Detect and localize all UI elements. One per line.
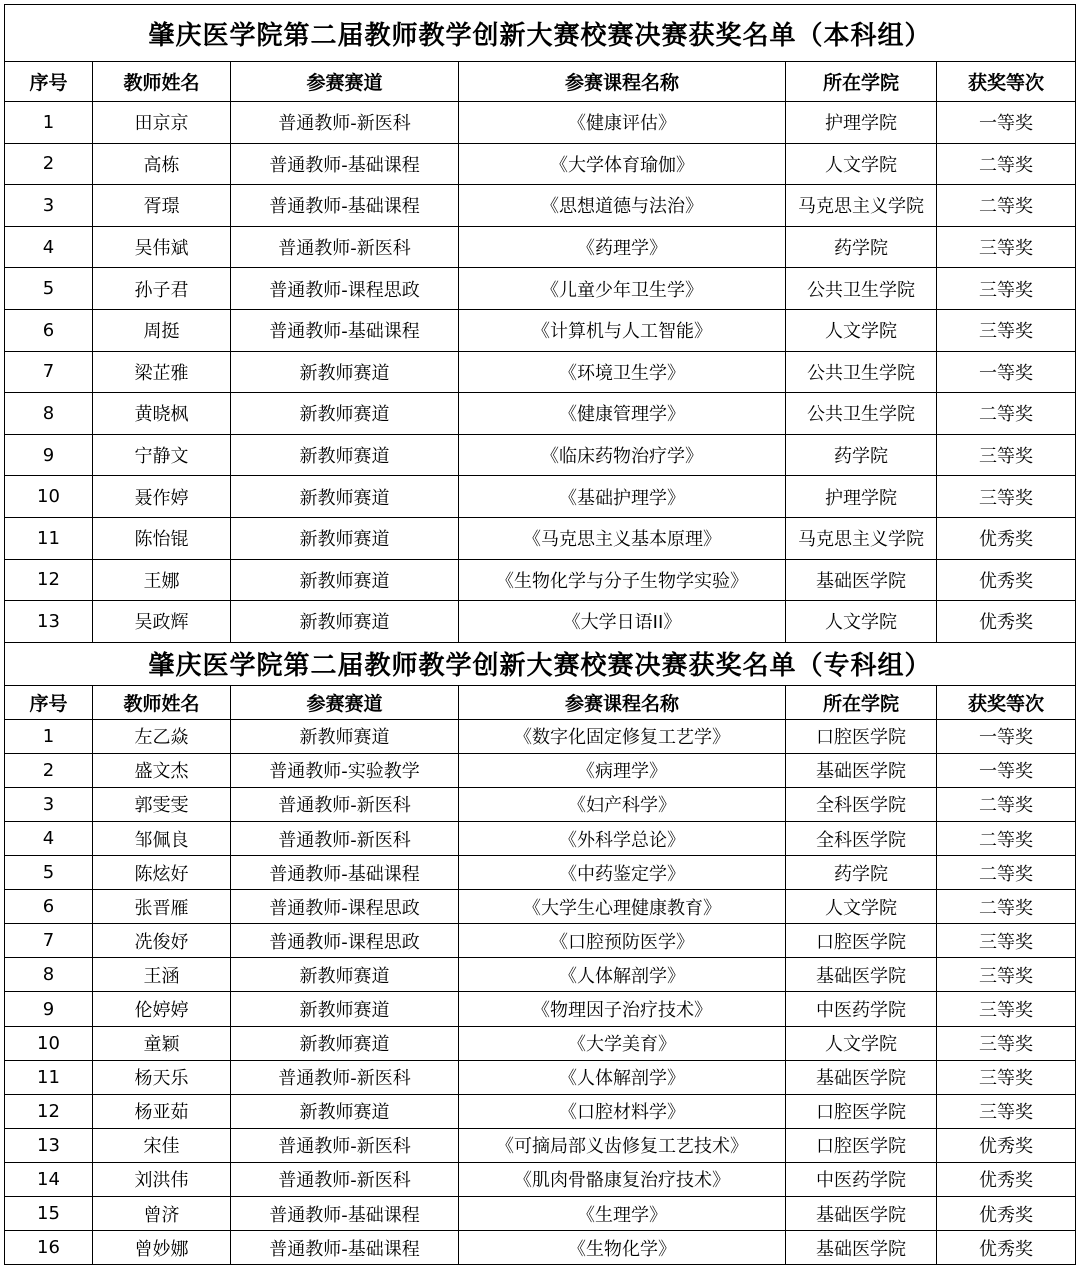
cell-teacher-name: 冼俊妤 [93, 924, 231, 958]
header-row [5, 685, 1076, 719]
cell-index: 11 [5, 1060, 93, 1094]
cell-award-level: 二等奖 [937, 822, 1076, 856]
cell-index: 8 [5, 958, 93, 992]
cell-course-name: 《健康管理学》 [459, 393, 786, 435]
cell-track: 新教师赛道 [231, 958, 459, 992]
cell-teacher-name: 左乙焱 [93, 719, 231, 753]
table-row [5, 102, 1076, 144]
cell-teacher-name: 孙子君 [93, 268, 231, 310]
cell-index: 16 [5, 1231, 93, 1265]
cell-teacher-name: 胥璟 [93, 185, 231, 227]
cell-teacher-name: 王涵 [93, 958, 231, 992]
cell-course-name: 《思想道德与法治》 [459, 185, 786, 227]
cell-course-name: 《大学日语II》 [459, 601, 786, 643]
cell-index: 13 [5, 1128, 93, 1162]
header-course-name: 参赛课程名称 [459, 685, 786, 719]
cell-track: 新教师赛道 [231, 559, 459, 601]
cell-track: 普通教师-新医科 [231, 226, 459, 268]
header-college: 所在学院 [786, 62, 937, 102]
cell-course-name: 《数字化固定修复工艺学》 [459, 719, 786, 753]
cell-award-level: 二等奖 [937, 185, 1076, 227]
cell-teacher-name: 高栋 [93, 143, 231, 185]
table-row [5, 1094, 1076, 1128]
cell-course-name: 《大学美育》 [459, 1026, 786, 1060]
table-row [5, 958, 1076, 992]
table-row [5, 890, 1076, 924]
cell-college: 口腔医学院 [786, 1094, 937, 1128]
table-row [5, 143, 1076, 185]
cell-teacher-name: 田京京 [93, 102, 231, 144]
cell-index: 7 [5, 351, 93, 393]
cell-award-level: 二等奖 [937, 393, 1076, 435]
table-row [5, 601, 1076, 643]
cell-course-name: 《口腔材料学》 [459, 1094, 786, 1128]
table-row [5, 856, 1076, 890]
cell-track: 新教师赛道 [231, 351, 459, 393]
cell-index: 13 [5, 601, 93, 643]
cell-college: 人文学院 [786, 890, 937, 924]
cell-award-level: 优秀奖 [937, 1231, 1076, 1265]
header-row [5, 62, 1076, 102]
cell-teacher-name: 邹佩良 [93, 822, 231, 856]
table-row [5, 753, 1076, 787]
table-row [5, 992, 1076, 1026]
cell-index: 8 [5, 393, 93, 435]
cell-college: 口腔医学院 [786, 924, 937, 958]
cell-college: 人文学院 [786, 309, 937, 351]
cell-award-level: 优秀奖 [937, 517, 1076, 559]
table-row [5, 393, 1076, 435]
table-row [5, 1197, 1076, 1231]
cell-course-name: 《可摘局部义齿修复工艺技术》 [459, 1128, 786, 1162]
cell-college: 公共卫生学院 [786, 268, 937, 310]
cell-teacher-name: 杨亚茹 [93, 1094, 231, 1128]
award-table [4, 4, 1076, 1265]
header-teacher-name: 教师姓名 [93, 685, 231, 719]
cell-course-name: 《大学生心理健康教育》 [459, 890, 786, 924]
cell-college: 基础医学院 [786, 559, 937, 601]
header-track: 参赛赛道 [231, 685, 459, 719]
cell-track: 普通教师-基础课程 [231, 143, 459, 185]
cell-course-name: 《物理因子治疗技术》 [459, 992, 786, 1026]
cell-index: 10 [5, 476, 93, 518]
cell-college: 药学院 [786, 226, 937, 268]
cell-course-name: 《儿童少年卫生学》 [459, 268, 786, 310]
table-row [5, 1026, 1076, 1060]
cell-index: 4 [5, 822, 93, 856]
cell-course-name: 《环境卫生学》 [459, 351, 786, 393]
cell-award-level: 一等奖 [937, 753, 1076, 787]
cell-course-name: 《口腔预防医学》 [459, 924, 786, 958]
cell-college: 基础医学院 [786, 753, 937, 787]
cell-teacher-name: 黄晓枫 [93, 393, 231, 435]
header-award-level: 获奖等次 [937, 62, 1076, 102]
cell-course-name: 《肌肉骨骼康复治疗技术》 [459, 1162, 786, 1196]
table-row [5, 822, 1076, 856]
header-college: 所在学院 [786, 685, 937, 719]
header-index: 序号 [5, 685, 93, 719]
section-title-row [5, 5, 1076, 62]
cell-track: 普通教师-课程思政 [231, 924, 459, 958]
cell-index: 2 [5, 143, 93, 185]
cell-index: 10 [5, 1026, 93, 1060]
cell-track: 普通教师-新医科 [231, 1128, 459, 1162]
cell-index: 6 [5, 890, 93, 924]
cell-index: 3 [5, 185, 93, 227]
cell-index: 2 [5, 753, 93, 787]
cell-track: 普通教师-课程思政 [231, 890, 459, 924]
cell-award-level: 优秀奖 [937, 1128, 1076, 1162]
cell-track: 普通教师-新医科 [231, 1060, 459, 1094]
cell-course-name: 《中药鉴定学》 [459, 856, 786, 890]
cell-teacher-name: 宁静文 [93, 434, 231, 476]
cell-college: 马克思主义学院 [786, 185, 937, 227]
cell-award-level: 三等奖 [937, 226, 1076, 268]
cell-teacher-name: 张晋雁 [93, 890, 231, 924]
section-title-row [5, 642, 1076, 685]
table-row [5, 185, 1076, 227]
cell-award-level: 二等奖 [937, 143, 1076, 185]
cell-track: 新教师赛道 [231, 1094, 459, 1128]
header-award-level: 获奖等次 [937, 685, 1076, 719]
cell-college: 全科医学院 [786, 787, 937, 821]
cell-college: 基础医学院 [786, 958, 937, 992]
cell-track: 普通教师-基础课程 [231, 1197, 459, 1231]
cell-track: 普通教师-基础课程 [231, 856, 459, 890]
table-row [5, 226, 1076, 268]
cell-award-level: 三等奖 [937, 992, 1076, 1026]
cell-award-level: 一等奖 [937, 719, 1076, 753]
cell-course-name: 《计算机与人工智能》 [459, 309, 786, 351]
cell-index: 1 [5, 719, 93, 753]
cell-teacher-name: 吴伟斌 [93, 226, 231, 268]
cell-college: 护理学院 [786, 476, 937, 518]
header-track: 参赛赛道 [231, 62, 459, 102]
cell-track: 新教师赛道 [231, 1026, 459, 1060]
table-row [5, 434, 1076, 476]
table-row [5, 787, 1076, 821]
cell-track: 普通教师-新医科 [231, 787, 459, 821]
cell-award-level: 优秀奖 [937, 1197, 1076, 1231]
table-row [5, 1162, 1076, 1196]
award-list-document [4, 4, 1075, 1265]
cell-college: 口腔医学院 [786, 719, 937, 753]
cell-award-level: 优秀奖 [937, 601, 1076, 643]
cell-college: 药学院 [786, 434, 937, 476]
cell-track: 新教师赛道 [231, 393, 459, 435]
cell-course-name: 《生理学》 [459, 1197, 786, 1231]
cell-index: 7 [5, 924, 93, 958]
cell-index: 15 [5, 1197, 93, 1231]
cell-index: 14 [5, 1162, 93, 1196]
section-title: 肇庆医学院第二届教师教学创新大赛校赛决赛获奖名单（本科组） [5, 5, 1076, 62]
table-row [5, 309, 1076, 351]
cell-teacher-name: 童颖 [93, 1026, 231, 1060]
cell-college: 基础医学院 [786, 1231, 937, 1265]
cell-teacher-name: 曾妙娜 [93, 1231, 231, 1265]
cell-award-level: 一等奖 [937, 351, 1076, 393]
cell-teacher-name: 宋佳 [93, 1128, 231, 1162]
header-course-name: 参赛课程名称 [459, 62, 786, 102]
cell-teacher-name: 吴政辉 [93, 601, 231, 643]
cell-teacher-name: 杨天乐 [93, 1060, 231, 1094]
table-row [5, 1060, 1076, 1094]
cell-index: 3 [5, 787, 93, 821]
cell-course-name: 《病理学》 [459, 753, 786, 787]
cell-teacher-name: 郭雯雯 [93, 787, 231, 821]
cell-course-name: 《生物化学》 [459, 1231, 786, 1265]
cell-award-level: 二等奖 [937, 787, 1076, 821]
table-row [5, 719, 1076, 753]
cell-track: 新教师赛道 [231, 992, 459, 1026]
cell-index: 12 [5, 1094, 93, 1128]
cell-college: 药学院 [786, 856, 937, 890]
cell-college: 基础医学院 [786, 1060, 937, 1094]
cell-track: 新教师赛道 [231, 517, 459, 559]
cell-track: 普通教师-新医科 [231, 822, 459, 856]
cell-index: 9 [5, 992, 93, 1026]
cell-course-name: 《健康评估》 [459, 102, 786, 144]
cell-college: 人文学院 [786, 1026, 937, 1060]
cell-award-level: 三等奖 [937, 309, 1076, 351]
cell-course-name: 《药理学》 [459, 226, 786, 268]
cell-college: 马克思主义学院 [786, 517, 937, 559]
cell-award-level: 三等奖 [937, 1094, 1076, 1128]
cell-college: 全科医学院 [786, 822, 937, 856]
cell-teacher-name: 曾济 [93, 1197, 231, 1231]
cell-track: 新教师赛道 [231, 601, 459, 643]
cell-award-level: 优秀奖 [937, 559, 1076, 601]
cell-college: 护理学院 [786, 102, 937, 144]
cell-index: 5 [5, 856, 93, 890]
header-index: 序号 [5, 62, 93, 102]
cell-college: 公共卫生学院 [786, 393, 937, 435]
table-row [5, 517, 1076, 559]
cell-course-name: 《临床药物治疗学》 [459, 434, 786, 476]
cell-teacher-name: 伦婷婷 [93, 992, 231, 1026]
cell-teacher-name: 陈炫好 [93, 856, 231, 890]
table-row [5, 1128, 1076, 1162]
cell-teacher-name: 聂作婷 [93, 476, 231, 518]
cell-award-level: 一等奖 [937, 102, 1076, 144]
cell-teacher-name: 周挺 [93, 309, 231, 351]
cell-teacher-name: 刘洪伟 [93, 1162, 231, 1196]
cell-award-level: 三等奖 [937, 924, 1076, 958]
cell-track: 普通教师-基础课程 [231, 309, 459, 351]
cell-course-name: 《人体解剖学》 [459, 958, 786, 992]
table-row [5, 924, 1076, 958]
cell-track: 普通教师-课程思政 [231, 268, 459, 310]
cell-college: 口腔医学院 [786, 1128, 937, 1162]
cell-course-name: 《生物化学与分子生物学实验》 [459, 559, 786, 601]
table-row [5, 559, 1076, 601]
cell-college: 人文学院 [786, 143, 937, 185]
cell-college: 基础医学院 [786, 1197, 937, 1231]
cell-award-level: 三等奖 [937, 958, 1076, 992]
cell-award-level: 三等奖 [937, 434, 1076, 476]
header-teacher-name: 教师姓名 [93, 62, 231, 102]
cell-award-level: 三等奖 [937, 476, 1076, 518]
cell-track: 新教师赛道 [231, 476, 459, 518]
cell-course-name: 《基础护理学》 [459, 476, 786, 518]
cell-award-level: 三等奖 [937, 1060, 1076, 1094]
cell-course-name: 《马克思主义基本原理》 [459, 517, 786, 559]
cell-college: 中医药学院 [786, 1162, 937, 1196]
cell-course-name: 《妇产科学》 [459, 787, 786, 821]
cell-track: 普通教师-实验教学 [231, 753, 459, 787]
cell-index: 6 [5, 309, 93, 351]
table-row [5, 476, 1076, 518]
cell-index: 9 [5, 434, 93, 476]
cell-track: 普通教师-新医科 [231, 102, 459, 144]
cell-track: 新教师赛道 [231, 434, 459, 476]
cell-track: 普通教师-基础课程 [231, 1231, 459, 1265]
cell-college: 公共卫生学院 [786, 351, 937, 393]
cell-teacher-name: 梁芷雅 [93, 351, 231, 393]
cell-award-level: 三等奖 [937, 268, 1076, 310]
table-row [5, 351, 1076, 393]
cell-award-level: 二等奖 [937, 856, 1076, 890]
cell-index: 11 [5, 517, 93, 559]
cell-teacher-name: 陈怡锟 [93, 517, 231, 559]
cell-teacher-name: 盛文杰 [93, 753, 231, 787]
section-title: 肇庆医学院第二届教师教学创新大赛校赛决赛获奖名单（专科组） [5, 642, 1076, 685]
cell-award-level: 三等奖 [937, 1026, 1076, 1060]
cell-course-name: 《大学体育瑜伽》 [459, 143, 786, 185]
cell-track: 新教师赛道 [231, 719, 459, 753]
cell-track: 普通教师-新医科 [231, 1162, 459, 1196]
cell-index: 1 [5, 102, 93, 144]
cell-course-name: 《人体解剖学》 [459, 1060, 786, 1094]
cell-course-name: 《外科学总论》 [459, 822, 786, 856]
cell-award-level: 二等奖 [937, 890, 1076, 924]
cell-track: 普通教师-基础课程 [231, 185, 459, 227]
cell-index: 4 [5, 226, 93, 268]
cell-college: 人文学院 [786, 601, 937, 643]
cell-index: 12 [5, 559, 93, 601]
cell-index: 5 [5, 268, 93, 310]
table-row [5, 268, 1076, 310]
table-row [5, 1231, 1076, 1265]
cell-teacher-name: 王娜 [93, 559, 231, 601]
cell-award-level: 优秀奖 [937, 1162, 1076, 1196]
cell-college: 中医药学院 [786, 992, 937, 1026]
